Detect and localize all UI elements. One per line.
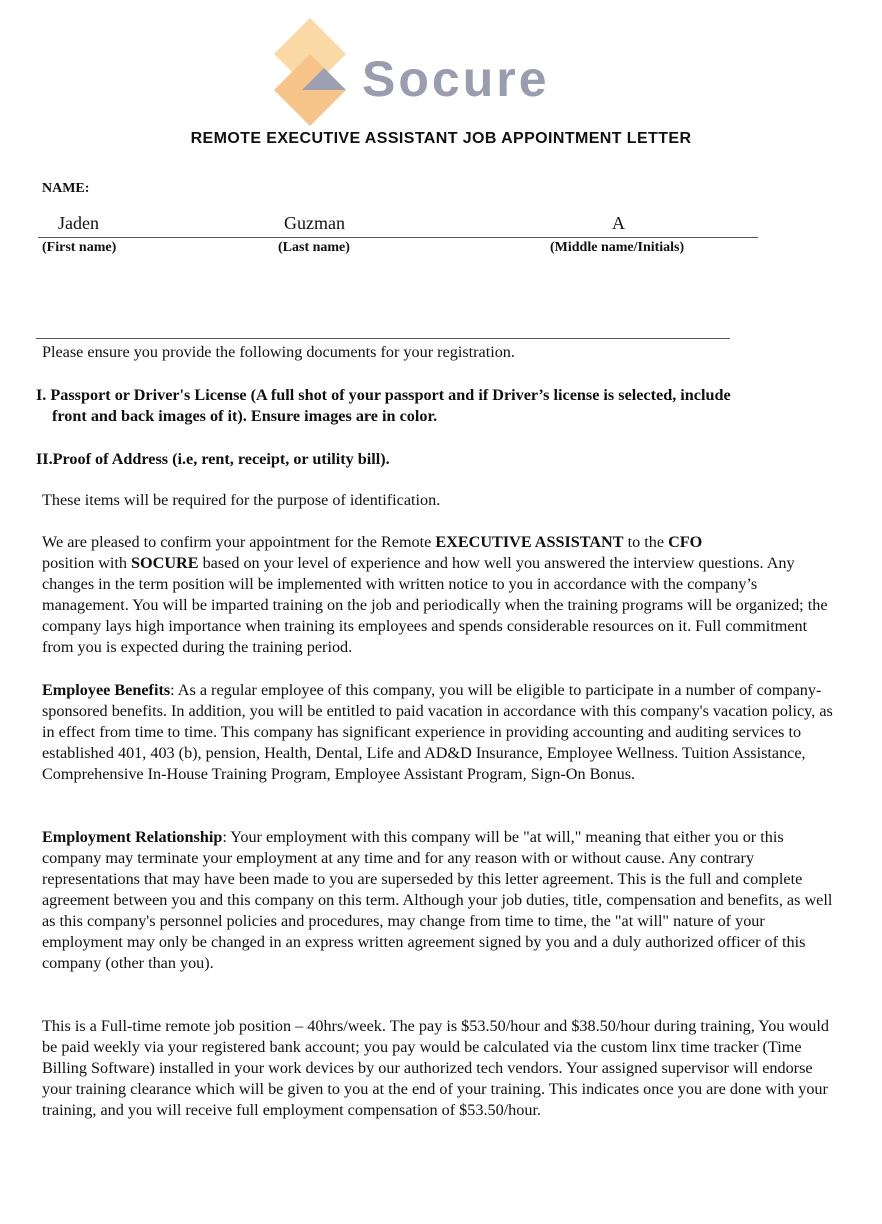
benefits-heading: Employee Benefits	[42, 681, 171, 699]
benefits-paragraph	[42, 680, 842, 785]
identification-note: These items will be required for the purpose of identification.	[42, 491, 441, 509]
middle-name-caption: (Middle name/Initials)	[550, 240, 685, 255]
name-underline	[38, 237, 758, 238]
pay-paragraph: This is a Full-time remote job position – 40hrs/week. The pay is $53.50/hour and $38.50/hour during training, You would be paid weekly via your registered bank account; you pay would be calculated via the custom linx time tracker (Time Billing Software) installed in your work devices by our authorized tech vendors. Your assigned supervisor will endorse your training clearance which will be given to you at the end of your training. This indicates once you are done with your training, and you will receive full employment compensation of $53.50/hour.	[42, 1017, 829, 1119]
first-name-value: Jaden	[58, 213, 99, 233]
middle-name-value: A	[612, 213, 625, 233]
name-label: NAME:	[42, 181, 90, 196]
relationship-text: : Your employment with this company will be "at will," meaning that either you or this company may terminate your employment at any time and for any reason with or without cause. Any contrary representations that may have been made to you are superseded by this letter agreement. This is the full and complete agreement between you and this company on this term. Although your job duties, title, compensation and benefits, as well as this company's personnel policies and procedures, may change from time to time, the "at will" nature of your employment may only be changed in an express written agreement signed by you and a duly authorized officer of this company (other than you).	[42, 828, 833, 972]
relationship-heading: Employment Relationship	[42, 828, 223, 846]
letter-title: REMOTE EXECUTIVE ASSISTANT JOB APPOINTMENT LETTER	[190, 130, 692, 147]
appointment-text-1: We are pleased to confirm your appointment for the Remote	[42, 533, 436, 551]
appointment-to: CFO	[668, 533, 703, 551]
separator-line	[36, 338, 730, 339]
appointment-text-2: to the	[623, 533, 669, 551]
brand-name: Socure	[362, 51, 550, 107]
appointment-role: EXECUTIVE ASSISTANT	[435, 533, 624, 551]
intro-text: Please ensure you provide the following documents for your registration.	[42, 343, 515, 361]
appointment-text-3: position with	[42, 554, 132, 572]
last-name-caption: (Last name)	[278, 240, 350, 255]
socure-diamond-icon	[270, 18, 362, 126]
benefits-text: : As a regular employee of this company, you will be eligible to participate in a number of company-sponsored benefits. In addition, you will be entitled to paid vacation in accordance with this company's vacation policy, as in effect from time to time. This company has significant experience in providing accounting and auditing services to established 401, 403 (b), pension, Health, Dental, Life and AD&D Insurance, Employee Wellness. Tuition Assistance, Comprehensive In-House Training Program, Employee Assistant Program, Sign-On Bonus.	[42, 681, 833, 783]
first-name-caption: (First name)	[42, 240, 117, 255]
document-item-1-continued: front and back images of it). Ensure images are in color.	[52, 407, 438, 425]
appointment-paragraph	[42, 532, 842, 658]
document-item-2: II.Proof of Address (i.e, rent, receipt, or utility bill).	[36, 450, 390, 468]
appointment-company: SOCURE	[131, 554, 199, 572]
socure-logo	[270, 18, 570, 126]
last-name-value: Guzman	[284, 213, 345, 233]
appointment-text-4: based on your level of experience and how well you answered the interview questions. Any changes in the term position will be implemented with written notice to you in accordance with the company’s management. You will be imparted training on the job and periodically when the training programs will be organized; the company lays high importance when training its employees and spends considerable resources on it. Full commitment from you is expected during the training period.	[42, 554, 828, 656]
relationship-paragraph	[42, 827, 842, 974]
document-item-1: I. Passport or Driver's License (A full shot of your passport and if Driver’s license is selected, include	[36, 386, 731, 404]
